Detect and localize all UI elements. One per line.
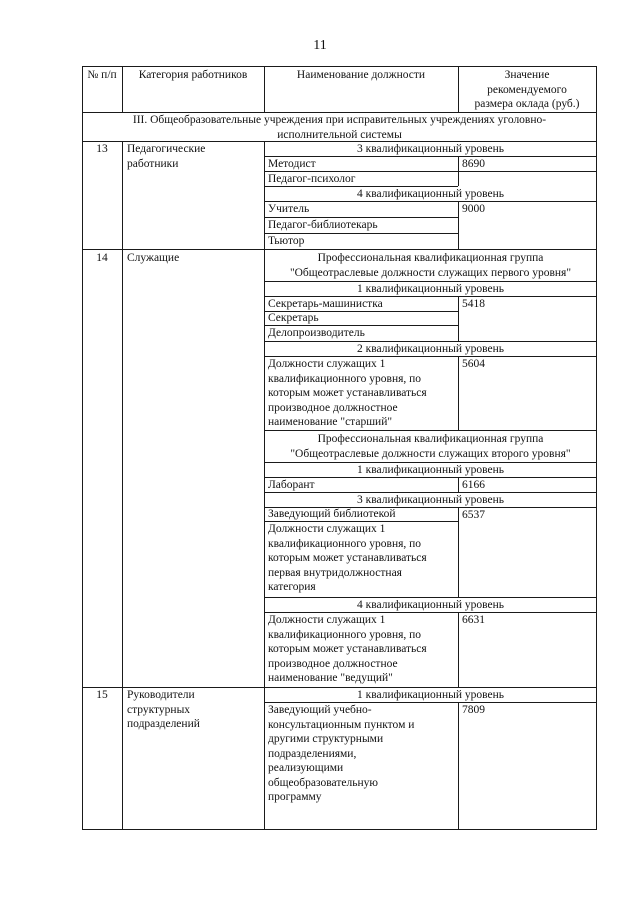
position-cell: Должности служащих 1 квалификационного уровня, по которым может устанавливаться первая внутридолжностная категория (268, 523, 427, 593)
position-cell: Секретарь-машинистка (268, 298, 383, 310)
page-number: 11 (313, 38, 327, 53)
position-cell: Педагог-библиотекарь (268, 219, 378, 231)
position-cell: Делопроизводитель (268, 327, 365, 339)
header-position: Наименование должности (296, 69, 426, 81)
level-heading: 1 квалификационный уровень (357, 283, 504, 295)
group-heading: Профессиональная квалификационная группа "Общеотраслевые должности служащих второго уровня" (290, 433, 571, 460)
salary-cell: 5604 (462, 358, 485, 370)
row-number: 14 (96, 252, 108, 264)
level-heading: 2 квалификационный уровень (357, 343, 504, 355)
section-title: III. Общеобразовательные учреждения при исправительных учреждениях уголовно- исполнительной системы (132, 114, 547, 141)
position-cell: Методист (268, 158, 316, 170)
position-cell: Тьютор (268, 235, 305, 247)
salary-cell: 6631 (462, 614, 485, 626)
position-cell: Секретарь (268, 312, 319, 324)
category-cell: Руководители структурных подразделений (127, 689, 200, 730)
salary-cell: 6537 (462, 509, 485, 521)
position-cell: Должности служащих 1 квалификационного уровня, по которым может устанавливаться производное должностное наименование "старший" (268, 358, 427, 428)
position-cell: Заведующий библиотекой (268, 508, 396, 520)
header-category: Категория работников (138, 69, 248, 81)
position-cell: Педагог-психолог (268, 173, 356, 185)
row-number: 13 (96, 143, 108, 155)
salary-cell: 8690 (462, 158, 485, 170)
header-num: № п/п (87, 69, 117, 81)
salary-cell: 5418 (462, 298, 485, 310)
position-cell: Лаборант (268, 479, 315, 491)
salary-cell: 9000 (462, 203, 485, 215)
level-heading: 1 квалификационный уровень (357, 464, 504, 476)
category-cell: Педагогические работники (127, 143, 206, 170)
salary-cell: 7809 (462, 704, 485, 716)
level-heading: 3 квалификационный уровень (357, 494, 504, 506)
category-cell: Служащие (127, 252, 180, 264)
position-cell: Заведующий учебно- консультационным пунктом и другими структурными подразделениями, реализующими общеобразовательную программу (268, 704, 415, 803)
position-cell: Должности служащих 1 квалификационного уровня, по которым может устанавливаться производное должностное наименование "ведущий" (268, 614, 427, 684)
salary-cell: 6166 (462, 479, 485, 491)
level-heading: 4 квалификационный уровень (357, 599, 504, 611)
level-heading: 4 квалификационный уровень (357, 188, 504, 200)
group-heading: Профессиональная квалификационная группа "Общеотраслевые должности служащих первого уровня" (289, 252, 572, 279)
level-heading: 3 квалификационный уровень (357, 143, 504, 155)
row-number: 15 (96, 689, 108, 701)
level-heading: 1 квалификационный уровень (357, 689, 504, 701)
header-salary: Значение рекомендуемого размера оклада (руб.) (474, 69, 580, 110)
position-cell: Учитель (268, 203, 310, 215)
